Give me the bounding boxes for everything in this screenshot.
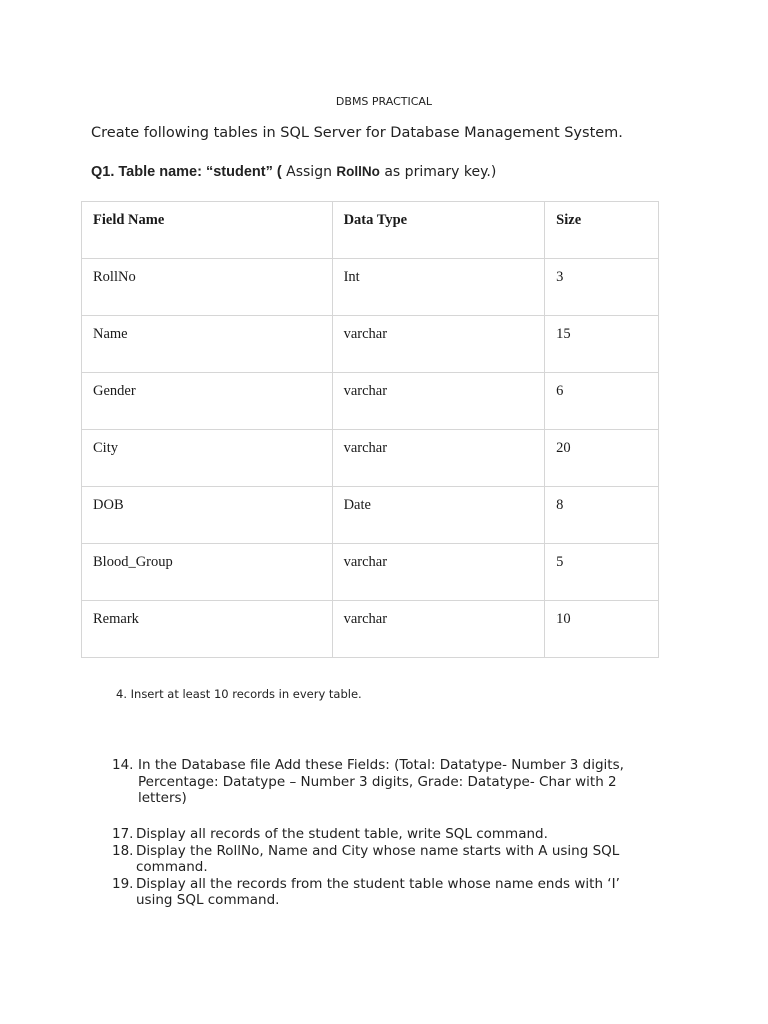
question-14-number: 14. — [112, 757, 134, 773]
question-17-number: 17. — [112, 826, 134, 842]
cell-size: 5 — [545, 544, 659, 601]
table-row — [82, 487, 659, 544]
cell-data-type: Date — [332, 487, 545, 544]
cell-size: 8 — [545, 487, 659, 544]
cell-data-type: varchar — [332, 316, 545, 373]
table-row — [82, 601, 659, 658]
question-19-text: Display all the records from the student table whose name ends with ‘I’ using SQL command. — [136, 875, 620, 908]
cell-field-name: Name — [82, 316, 333, 373]
question-19-number: 19. — [112, 875, 134, 892]
table-row — [82, 544, 659, 601]
cell-data-type: varchar — [332, 544, 545, 601]
question-1 — [91, 164, 496, 180]
cell-field-name: Remark — [82, 601, 333, 658]
cell-size: 20 — [545, 430, 659, 487]
table-row — [82, 373, 659, 430]
table-header-row — [82, 202, 659, 259]
cell-field-name: DOB — [82, 487, 333, 544]
header-size: Size — [545, 202, 659, 259]
question-18-number: 18. — [112, 842, 134, 859]
list-item — [112, 757, 642, 807]
cell-size: 6 — [545, 373, 659, 430]
cell-size: 15 — [545, 316, 659, 373]
list-item — [112, 843, 642, 876]
table-row — [82, 316, 659, 373]
table-row — [82, 259, 659, 316]
question-4-text: Insert at least 10 records in every table. — [130, 687, 362, 701]
cell-field-name: City — [82, 430, 333, 487]
cell-size: 10 — [545, 601, 659, 658]
cell-data-type: varchar — [332, 601, 545, 658]
question-4-number: 4. — [116, 687, 127, 701]
question-1-key: RollNo — [336, 164, 380, 179]
header-data-type: Data Type — [332, 202, 545, 259]
cell-data-type: varchar — [332, 373, 545, 430]
student-fields-table — [81, 201, 659, 658]
question-1-heading: Q1. Table name: “student” ( — [91, 164, 282, 180]
question-4 — [116, 687, 362, 701]
cell-data-type: Int — [332, 259, 545, 316]
list-item — [112, 876, 642, 909]
list-item — [112, 826, 642, 843]
document-title: DBMS PRACTICAL — [335, 95, 433, 108]
question-17-text: Display all records of the student table, write SQL command. — [136, 826, 548, 842]
question-1-suffix: as primary key.) — [379, 164, 497, 180]
intro-text: Create following tables in SQL Server for Database Management System. — [91, 125, 623, 141]
question-1-assign: Assign — [281, 164, 337, 180]
table-row — [82, 430, 659, 487]
question-14-text: In the Database file Add these Fields: (Total: Datatype- Number 3 digits, Percentage: Datatype – Number 3 digits, Grade: Datatype- Char with 2 letters) — [138, 757, 624, 806]
cell-field-name: Gender — [82, 373, 333, 430]
question-18-text: Display the RollNo, Name and City whose name starts with A using SQL command. — [136, 842, 620, 875]
cell-field-name: Blood_Group — [82, 544, 333, 601]
question-list-17-19 — [112, 826, 642, 909]
question-list-14 — [112, 757, 642, 807]
cell-size: 3 — [545, 259, 659, 316]
cell-data-type: varchar — [332, 430, 545, 487]
cell-field-name: RollNo — [82, 259, 333, 316]
header-field-name: Field Name — [82, 202, 333, 259]
